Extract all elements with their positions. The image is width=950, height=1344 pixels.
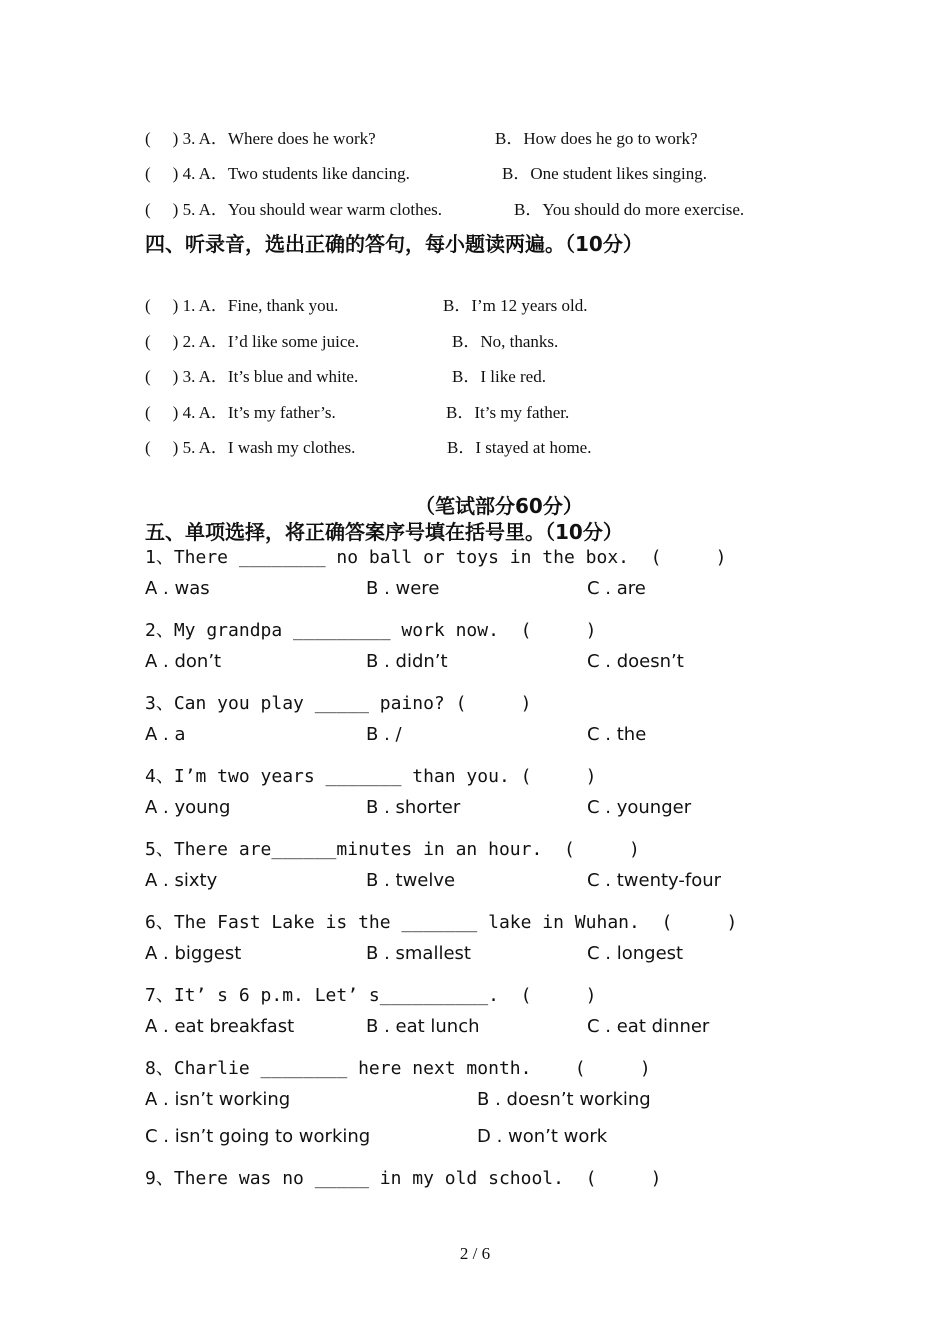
option-b: B . smallest — [366, 943, 471, 964]
option-a: A . isn’t working — [145, 1089, 291, 1110]
option-b: B . eat lunch — [366, 1016, 480, 1037]
option-c: C . longest — [587, 943, 684, 964]
list-item: ( ) 2. A．I’d like some juice. B．No, thanks. — [145, 332, 559, 351]
option-c: C . doesn’t — [587, 651, 684, 672]
list-item: ( ) 4. A．It’s my father’s. B．It’s my father. — [145, 403, 570, 422]
list-item: ( ) 3. A．Where does he work? B．How does he go to work? — [145, 129, 698, 148]
section5-title: 五、单项选择，将正确答案序号填在括号里。（10分） — [145, 520, 623, 544]
page-number: 2 / 6 — [459, 1244, 491, 1263]
question-text: 2、My grandpa _________ work now. ( ) — [145, 620, 597, 641]
option-b: B . shorter — [366, 797, 461, 818]
option-b: B . / — [366, 724, 402, 745]
question-text: 8、Charlie ________ here next month. ( ) — [145, 1058, 651, 1079]
option-c: C . the — [587, 724, 647, 745]
option-a: A . young — [145, 797, 231, 818]
list-item: ( ) 4. A．Two students like dancing. B．One student likes singing. — [145, 164, 707, 183]
option-a: A . was — [145, 578, 210, 599]
question-text: 1、There ________ no ball or toys in the box. ( ) — [145, 547, 727, 568]
option-a: A . a — [145, 724, 186, 745]
question-text: 4、I’m two years _______ than you. ( ) — [145, 766, 597, 787]
option-c: C . eat dinner — [587, 1016, 710, 1037]
section4-title: 四、听录音，选出正确的答句，每小题读两遍。（10分） — [145, 232, 643, 256]
option-c: C . isn’t going to working — [145, 1126, 371, 1147]
list-item: ( ) 3. A．It’s blue and white. B．I like red. — [145, 367, 546, 386]
option-b: B . were — [366, 578, 440, 599]
option-a: A . biggest — [145, 943, 242, 964]
option-c: C . are — [587, 578, 646, 599]
written-part-title: （笔试部分60分） — [415, 494, 583, 518]
option-c: C . twenty-four — [587, 870, 722, 891]
option-b: B . didn’t — [366, 651, 448, 672]
option-b: B . twelve — [366, 870, 456, 891]
list-item: ( ) 5. A．You should wear warm clothes. B．You should do more exercise. — [145, 200, 745, 219]
option-a: A . eat breakfast — [145, 1016, 295, 1037]
question-text: 6、The Fast Lake is the _______ lake in Wuhan. ( ) — [145, 912, 738, 933]
list-item: ( ) 5. A．I wash my clothes. B．I stayed at home. — [145, 438, 592, 457]
option-a: A . don’t — [145, 651, 222, 672]
question-text: 3、Can you play _____ paino? ( ) — [145, 693, 532, 714]
question-text: 7、It’ s 6 p.m. Let’ s__________. ( ) — [145, 985, 597, 1006]
option-d: D . won’t work — [477, 1126, 608, 1147]
option-c: C . younger — [587, 797, 692, 818]
question-text: 5、There are______minutes in an hour. ( ) — [145, 839, 640, 860]
question-text: 9、There was no _____ in my old school. ( ) — [145, 1168, 662, 1189]
list-item: ( ) 1. A．Fine, thank you. B．I’m 12 years old. — [145, 296, 588, 315]
option-a: A . sixty — [145, 870, 218, 891]
option-b: B . doesn’t working — [477, 1089, 651, 1110]
